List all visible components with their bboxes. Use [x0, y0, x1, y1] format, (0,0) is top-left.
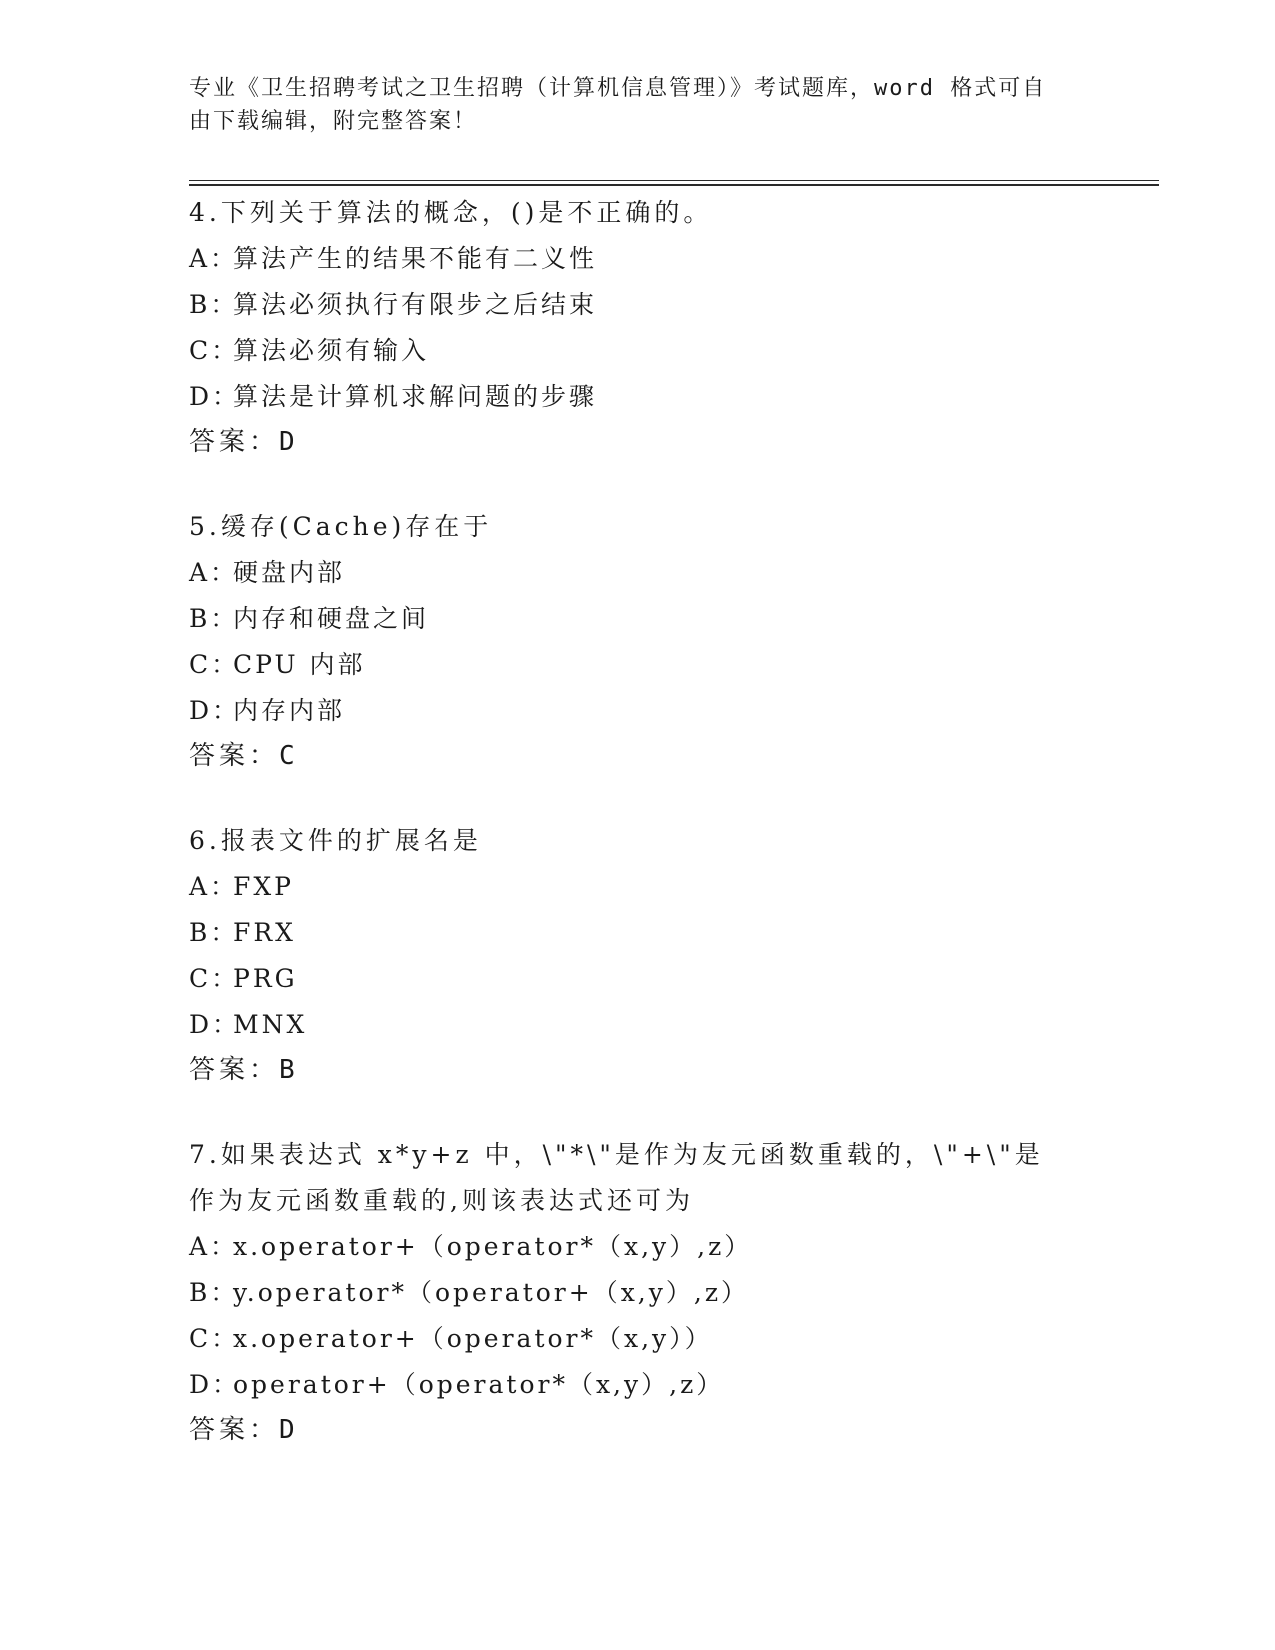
option-key: C： — [189, 336, 240, 365]
option-key: C： — [189, 1324, 240, 1353]
option-text: operator+（operator*（x,y）,z） — [233, 1370, 725, 1399]
header-divider-bottom — [189, 184, 1159, 186]
question-title: 7.如果表达式 x*y+z 中，\"*\"是作为友元函数重载的，\"+\"是作为友元函数重载的,则该表达式还可为 — [189, 1140, 1044, 1215]
answer-line — [189, 1408, 1089, 1452]
option-text: FXP — [233, 872, 294, 901]
option-text: CPU 内部 — [233, 650, 366, 679]
option-b — [189, 910, 1089, 956]
option-c — [189, 1316, 1089, 1362]
question-4 — [189, 190, 1089, 464]
option-text: 算法必须有输入 — [233, 336, 430, 365]
answer-line — [189, 734, 1089, 778]
option-text: 算法必须执行有限步之后结束 — [233, 290, 598, 319]
option-key: A： — [189, 558, 239, 587]
option-b — [189, 282, 1089, 328]
document-header — [189, 72, 1089, 138]
question-list — [189, 190, 1089, 1492]
option-key: C： — [189, 964, 240, 993]
option-b — [189, 596, 1089, 642]
question-title: 4.下列关于算法的概念，()是不正确的。 — [189, 198, 713, 227]
answer-label: 答案： — [189, 741, 280, 771]
answer-line — [189, 1048, 1089, 1092]
option-key: A： — [189, 872, 239, 901]
option-key: B： — [189, 290, 239, 319]
option-text: y.operator*（operator+（x,y）,z） — [233, 1278, 749, 1307]
question-7 — [189, 1132, 1089, 1452]
option-text: 算法产生的结果不能有二义性 — [233, 244, 598, 273]
answer-label: 答案： — [189, 427, 280, 457]
answer-line — [189, 420, 1089, 464]
option-key: B： — [189, 604, 239, 633]
question-title: 6.报表文件的扩展名是 — [189, 826, 482, 855]
option-d — [189, 688, 1089, 734]
option-a — [189, 236, 1089, 282]
option-key: A： — [189, 1232, 239, 1261]
option-key: D： — [189, 1370, 241, 1399]
answer-label: 答案： — [189, 1055, 280, 1085]
option-c — [189, 328, 1089, 374]
option-text: PRG — [233, 964, 298, 993]
option-b — [189, 1270, 1089, 1316]
option-key: D： — [189, 382, 241, 411]
answer-label: 答案： — [189, 1415, 280, 1445]
option-c — [189, 956, 1089, 1002]
question-6 — [189, 818, 1089, 1092]
header-line-2: 由下载编辑，附完整答案！ — [189, 109, 478, 134]
answer-value: D — [279, 427, 296, 457]
answer-value: D — [279, 1415, 296, 1445]
option-key: B： — [189, 918, 239, 947]
option-d — [189, 1362, 1089, 1408]
option-a — [189, 864, 1089, 910]
option-text: 内存和硬盘之间 — [233, 604, 430, 633]
option-a — [189, 550, 1089, 596]
option-key: A： — [189, 244, 239, 273]
header-line-1: 专业《卫生招聘考试之卫生招聘（计算机信息管理）》考试题库，word 格式可自 — [189, 76, 1047, 101]
option-text: FRX — [233, 918, 296, 947]
option-text: x.operator+（operator*（x,y）） — [233, 1324, 713, 1353]
option-d — [189, 374, 1089, 420]
option-key: C： — [189, 650, 240, 679]
answer-value: C — [279, 741, 296, 771]
option-a — [189, 1224, 1089, 1270]
question-5 — [189, 504, 1089, 778]
option-text: x.operator+（operator*（x,y）,z） — [233, 1232, 753, 1261]
option-d — [189, 1002, 1089, 1048]
option-key: D： — [189, 1010, 241, 1039]
header-divider-top — [189, 180, 1159, 181]
answer-value: B — [279, 1055, 296, 1085]
option-c — [189, 642, 1089, 688]
question-title: 5.缓存(Cache)存在于 — [189, 512, 493, 541]
option-text: 内存内部 — [233, 696, 346, 725]
option-key: B： — [189, 1278, 239, 1307]
option-text: MNX — [233, 1010, 308, 1039]
option-key: D： — [189, 696, 241, 725]
option-text: 算法是计算机求解问题的步骤 — [233, 382, 598, 411]
option-text: 硬盘内部 — [233, 558, 346, 587]
